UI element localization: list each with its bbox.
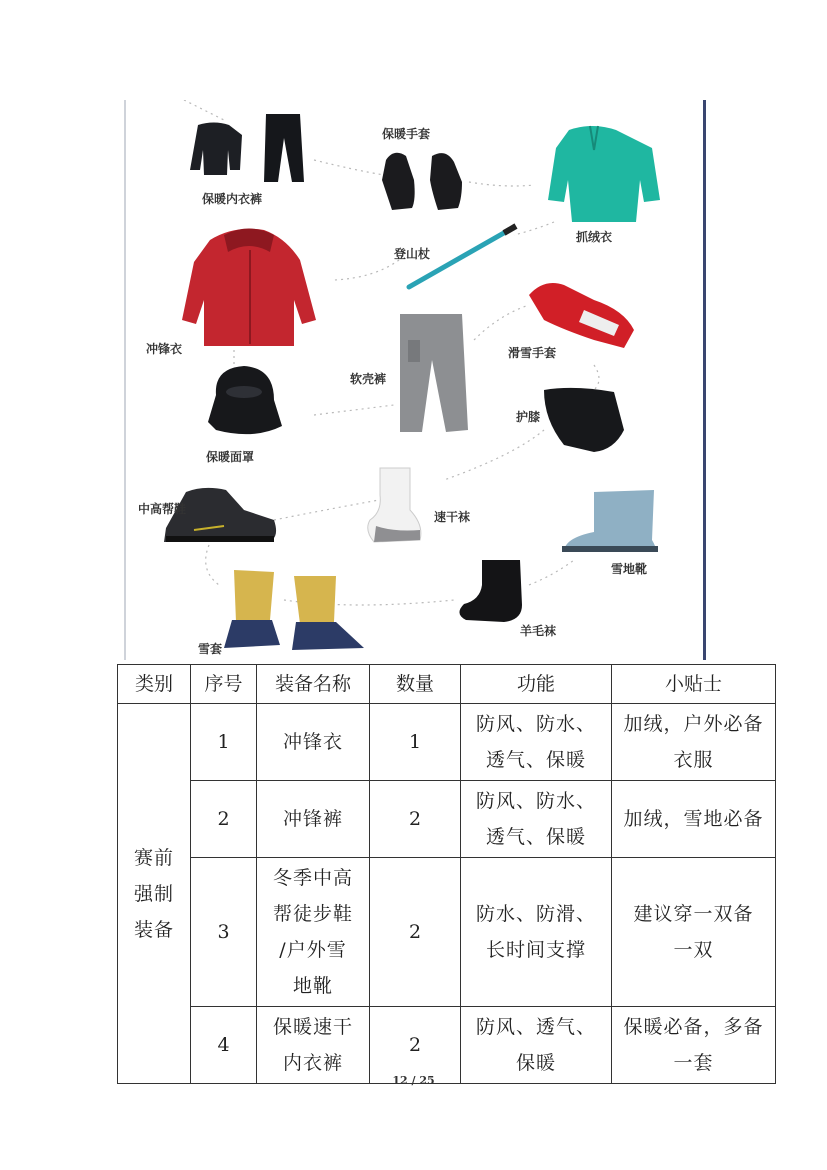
header-number: 序号	[191, 665, 257, 704]
softshell-pants-icon	[400, 314, 468, 432]
thermal-underwear-icon	[190, 114, 304, 182]
quantity: 2	[370, 1007, 461, 1084]
tip: 建议穿一双备 一双	[612, 858, 776, 1007]
tip: 保暖必备，多备 一套	[612, 1007, 776, 1084]
equipment-name: 冲锋衣	[257, 704, 370, 781]
label-thermal-underwear: 保暖内衣裤	[202, 192, 263, 206]
page-number: 12 / 25	[392, 1074, 435, 1087]
row-number: 2	[191, 781, 257, 858]
jacket-icon	[182, 229, 316, 347]
label-quick-dry-socks: 速干袜	[434, 510, 471, 524]
equipment-name: 冬季中高 帮徒步鞋 /户外雪 地靴	[257, 858, 370, 1007]
function: 防风、防水、 透气、保暖	[461, 704, 612, 781]
ski-gloves-icon	[529, 283, 634, 348]
label-warm-gloves: 保暖手套	[382, 127, 431, 141]
equipment-name: 冲锋裤	[257, 781, 370, 858]
function: 防水、防滑、 长时间支撑	[461, 858, 612, 1007]
table-row	[118, 781, 776, 858]
category-line: 强制	[133, 882, 174, 905]
function: 防风、防水、 透气、保暖	[461, 781, 612, 858]
category-cell	[118, 704, 191, 1084]
label-trekking-pole: 登山杖	[394, 247, 431, 261]
equipment-name: 保暖速干 内衣裤	[257, 1007, 370, 1084]
quantity: 2	[370, 858, 461, 1007]
header-tips: 小贴士	[612, 665, 776, 704]
gaiters-icon	[224, 570, 364, 650]
header-quantity: 数量	[370, 665, 461, 704]
gear-illustration	[124, 100, 706, 660]
label-balaclava: 保暖面罩	[206, 450, 255, 464]
header-equipment-name: 装备名称	[257, 665, 370, 704]
label-fleece: 抓绒衣	[576, 230, 613, 244]
warm-gloves-icon	[382, 153, 462, 210]
label-mid-boots: 中高帮鞋	[138, 502, 187, 516]
label-ski-gloves: 滑雪手套	[508, 346, 557, 360]
row-number: 3	[191, 858, 257, 1007]
label-gaiters: 雪套	[198, 642, 223, 656]
row-number: 4	[191, 1007, 257, 1084]
table-row	[118, 1007, 776, 1084]
tip: 加绒，雪地必备	[612, 781, 776, 858]
label-jacket: 冲锋衣	[146, 342, 183, 356]
table-row	[118, 858, 776, 1007]
snow-boots-icon	[562, 490, 658, 552]
table-header-row	[118, 665, 776, 704]
table-row	[118, 704, 776, 781]
equipment-table	[117, 664, 776, 1084]
label-softshell-pants: 软壳裤	[350, 372, 387, 386]
quantity: 2	[370, 781, 461, 858]
fleece-icon	[548, 126, 660, 222]
category-line: 装备	[133, 918, 174, 941]
quantity: 1	[370, 704, 461, 781]
label-knee-pad: 护膝	[516, 410, 541, 424]
wool-socks-icon	[459, 560, 522, 622]
quick-dry-socks-icon	[368, 468, 421, 542]
label-snow-boots: 雪地靴	[611, 562, 648, 576]
balaclava-icon	[208, 366, 282, 434]
header-function: 功能	[461, 665, 612, 704]
header-category: 类别	[118, 665, 191, 704]
label-wool-socks: 羊毛袜	[520, 624, 557, 638]
row-number: 1	[191, 704, 257, 781]
function: 防风、透气、 保暖	[461, 1007, 612, 1084]
knee-pad-icon	[544, 388, 624, 452]
tip: 加绒，户外必备 衣服	[612, 704, 776, 781]
category-line: 赛前	[133, 846, 174, 869]
